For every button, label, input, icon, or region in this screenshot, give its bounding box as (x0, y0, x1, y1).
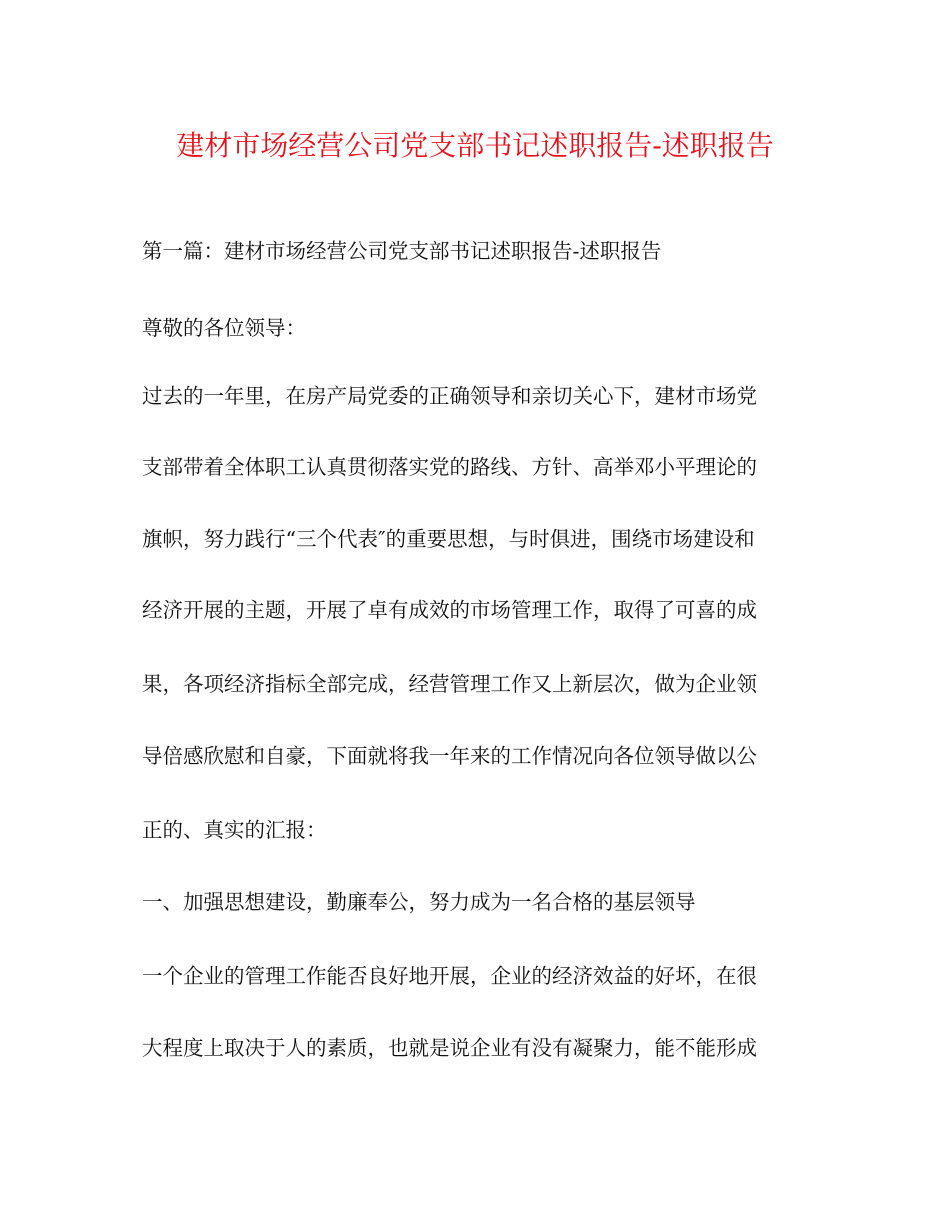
paragraph-line: 一个企业的管理工作能否良好地开展，企业的经济效益的好坏，在很 (142, 964, 757, 988)
paragraph-line: 果，各项经济指标全部完成，经营管理工作又上新层次，做为企业领 (142, 672, 757, 696)
salutation-line: 尊敬的各位领导： (142, 316, 306, 340)
paragraph-line: 旗帜，努力践行“三个代表″的重要思想，与时俱进，围绕市场建设和 (142, 527, 755, 551)
paragraph-line: 导倍感欣慰和自豪，下面就将我一年来的工作情况向各位领导做以公 (142, 744, 757, 768)
paragraph-line: 正的、真实的汇报： (142, 818, 327, 842)
paragraph-line: 经济开展的主题，开展了卓有成效的市场管理工作，取得了可喜的成 (142, 598, 757, 622)
paragraph-line: 过去的一年里，在房产局党委的正确领导和亲切关心下，建材市场党 (142, 384, 757, 408)
paragraph-line: 大程度上取决于人的素质，也就是说企业有没有凝聚力，能不能形成 (142, 1036, 757, 1060)
subtitle-line: 第一篇：建材市场经营公司党支部书记述职报告-述职报告 (142, 239, 662, 263)
paragraph-line: 支部带着全体职工认真贯彻落实党的路线、方针、高举邓小平理论的 (142, 455, 757, 479)
section-heading: 一、加强思想建设，勤廉奉公，努力成为一名合格的基层领导 (142, 890, 696, 914)
document-title: 建材市场经营公司党支部书记述职报告-述职报告 (176, 129, 774, 162)
